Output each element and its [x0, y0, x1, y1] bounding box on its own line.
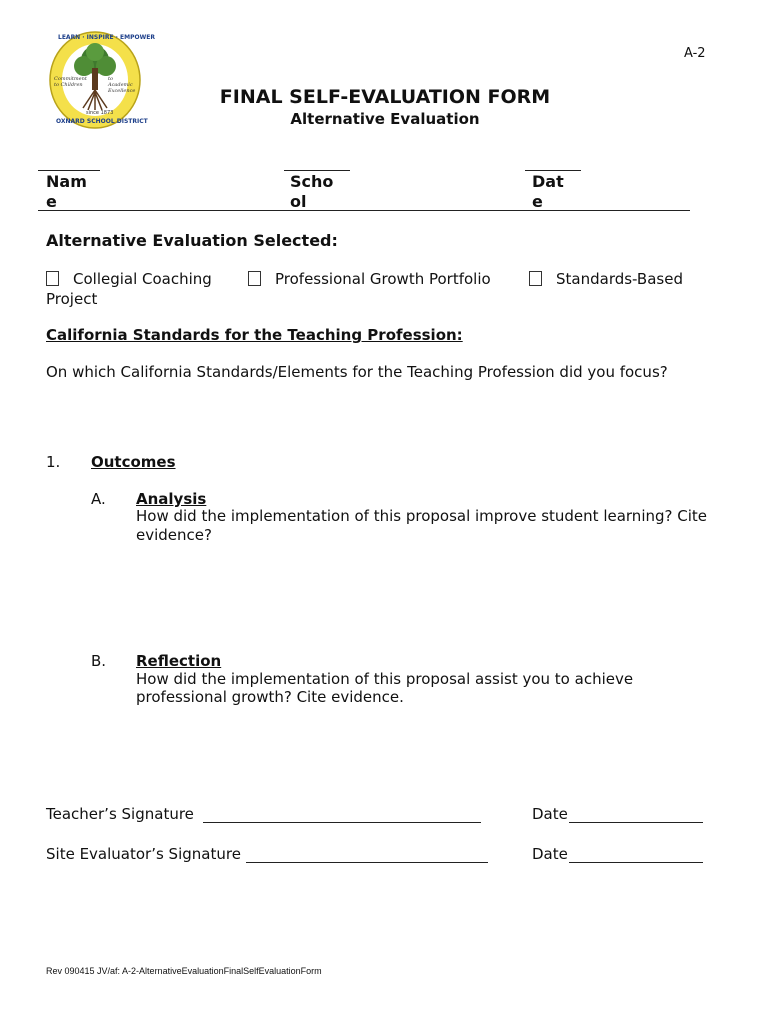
standards-heading: California Standards for the Teaching Profession: [46, 326, 463, 344]
teacher-date-line[interactable] [569, 822, 703, 823]
option-standards-based[interactable] [529, 270, 683, 288]
school-label-2: ol [290, 192, 307, 211]
logo-right-text: to Academic Excellence [108, 76, 136, 94]
logo-bottom-text: OXNARD SCHOOL DISTRICT [56, 118, 148, 125]
logo-top-text: LEARN · INSPIRE · EMPOWER [58, 34, 155, 41]
option3-label: Standards-Based [556, 270, 683, 288]
reflection-title: Reflection [136, 652, 222, 670]
name-label [46, 172, 87, 212]
teacher-signature-label: Teacher’s Signature [46, 805, 194, 823]
date-top-line [525, 170, 581, 171]
analysis-title: Analysis [136, 490, 207, 508]
page-id: A-2 [684, 46, 706, 61]
logo-left-text: Commitment to Children [54, 76, 87, 88]
evaluator-signature-line[interactable] [246, 862, 488, 863]
date-label-1: Dat [532, 172, 564, 191]
name-label-2: e [46, 192, 57, 211]
school-label-1: Scho [290, 172, 334, 191]
reflection-question-2: professional growth? Cite evidence. [136, 688, 404, 706]
checkbox-icon[interactable] [529, 271, 542, 286]
option1-continuation: Project [46, 290, 98, 308]
outcomes-number: 1. [46, 453, 61, 471]
date-label [532, 172, 564, 212]
evaluator-date-line[interactable] [569, 862, 703, 863]
option-collegial-coaching[interactable] [46, 270, 212, 288]
school-top-line [284, 170, 350, 171]
teacher-signature-line[interactable] [203, 822, 481, 823]
selection-heading: Alternative Evaluation Selected: [46, 231, 338, 250]
date-label-2: e [532, 192, 543, 211]
checkbox-icon[interactable] [46, 271, 59, 286]
name-label-1: Nam [46, 172, 87, 191]
option-professional-growth-portfolio[interactable] [248, 270, 491, 288]
outcomes-heading: Outcomes [91, 453, 176, 471]
form-title: FINAL SELF-EVALUATION FORM [219, 86, 551, 108]
school-label [290, 172, 333, 212]
reflection-letter: B. [91, 652, 107, 670]
name-top-line [38, 170, 100, 171]
teacher-date-label: Date [532, 805, 568, 823]
option2-label: Professional Growth Portfolio [275, 270, 491, 288]
form-subtitle: Alternative Evaluation [290, 110, 480, 128]
checkbox-icon[interactable] [248, 271, 261, 286]
standards-question: On which California Standards/Elements for the Teaching Profession did you focus? [46, 363, 668, 381]
logo-year: since 1873 [86, 110, 114, 116]
evaluator-signature-label: Site Evaluator’s Signature [46, 845, 241, 863]
analysis-letter: A. [91, 490, 106, 508]
reflection-question-1: How did the implementation of this proposal assist you to achieve [136, 670, 634, 688]
evaluator-date-label: Date [532, 845, 568, 863]
analysis-question-2: evidence? [136, 526, 212, 544]
fields-bottom-line[interactable] [38, 210, 690, 211]
footer-revision: Rev 090415 JV/af: A-2-AlternativeEvaluationFinalSelfEvaluationForm [46, 966, 322, 976]
option1-label: Collegial Coaching [73, 270, 212, 288]
analysis-question-1: How did the implementation of this proposal improve student learning? Cite [136, 507, 707, 525]
